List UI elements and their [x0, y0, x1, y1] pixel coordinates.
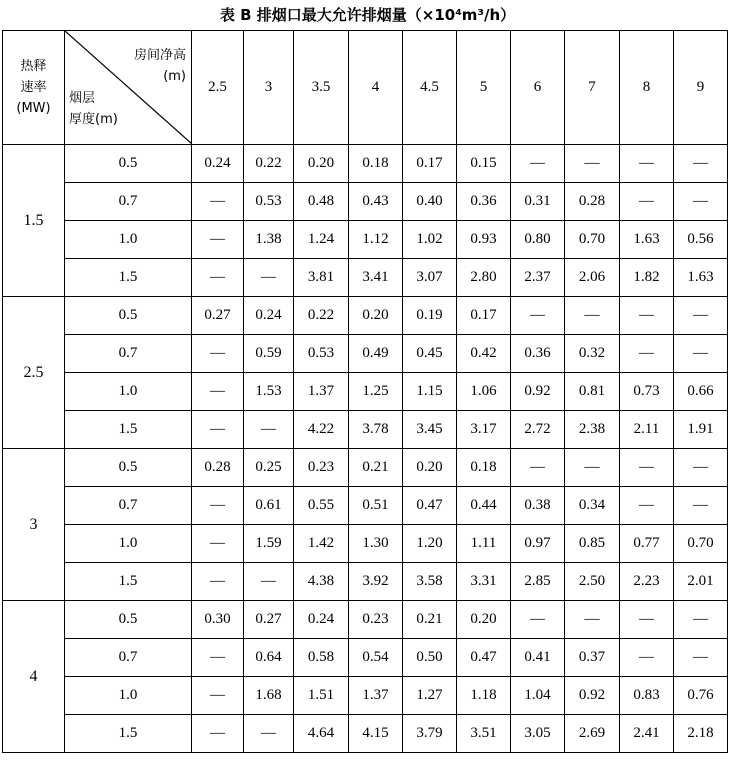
exhaust-value-cell: 0.32 — [565, 335, 620, 373]
exhaust-value-cell: — — [511, 297, 565, 335]
exhaust-value-cell: 1.68 — [244, 677, 294, 715]
exhaust-value-cell: — — [192, 487, 244, 525]
table-row — [3, 563, 728, 601]
exhaust-value-cell: 1.27 — [403, 677, 457, 715]
exhaust-value-cell: 0.22 — [244, 145, 294, 183]
exhaust-value-cell: — — [620, 145, 674, 183]
heat-release-rate-cell: 1.5 — [3, 145, 65, 297]
exhaust-value-cell: 0.38 — [511, 487, 565, 525]
exhaust-value-cell: — — [244, 563, 294, 601]
exhaust-value-cell: — — [620, 487, 674, 525]
exhaust-value-cell: — — [192, 373, 244, 411]
diagonal-header-cell — [65, 31, 192, 145]
smoke-layer-line: 烟层 — [69, 91, 96, 106]
exhaust-value-cell: 0.59 — [244, 335, 294, 373]
room-height-line: 房间净高 — [133, 48, 186, 63]
exhaust-value-cell: 0.66 — [674, 373, 728, 411]
table-row — [3, 487, 728, 525]
exhaust-value-cell: 0.19 — [403, 297, 457, 335]
exhaust-value-cell: 2.38 — [565, 411, 620, 449]
exhaust-value-cell: 1.82 — [620, 259, 674, 297]
height-header-cell: 7 — [565, 31, 620, 145]
exhaust-value-cell: 0.64 — [244, 639, 294, 677]
exhaust-value-cell: 0.85 — [565, 525, 620, 563]
exhaust-value-cell: 0.83 — [620, 677, 674, 715]
exhaust-value-cell: 0.92 — [511, 373, 565, 411]
table-row — [3, 715, 728, 753]
table-row — [3, 259, 728, 297]
exhaust-value-cell: 0.31 — [511, 183, 565, 221]
exhaust-value-cell: 1.63 — [674, 259, 728, 297]
exhaust-value-cell: 0.61 — [244, 487, 294, 525]
smoke-layer-thickness-cell: 1.5 — [65, 259, 192, 297]
height-header-cell: 4.5 — [403, 31, 457, 145]
exhaust-value-cell: 0.24 — [192, 145, 244, 183]
exhaust-value-cell: 0.76 — [674, 677, 728, 715]
exhaust-value-cell: 0.43 — [349, 183, 403, 221]
smoke-layer-thickness-cell: 0.7 — [65, 487, 192, 525]
smoke-layer-thickness-cell: 0.5 — [65, 449, 192, 487]
exhaust-value-cell: 1.42 — [294, 525, 349, 563]
exhaust-value-cell: — — [674, 335, 728, 373]
exhaust-value-cell: — — [192, 525, 244, 563]
smoke-layer-thickness-cell: 1.0 — [65, 221, 192, 259]
exhaust-value-cell: 1.24 — [294, 221, 349, 259]
exhaust-value-cell: 0.58 — [294, 639, 349, 677]
exhaust-value-cell: 0.80 — [511, 221, 565, 259]
exhaust-value-cell: 0.77 — [620, 525, 674, 563]
smoke-layer-thickness-cell: 0.5 — [65, 297, 192, 335]
exhaust-value-cell: — — [620, 183, 674, 221]
exhaust-value-cell: — — [192, 677, 244, 715]
exhaust-value-cell: 4.22 — [294, 411, 349, 449]
exhaust-value-cell: 0.18 — [349, 145, 403, 183]
smoke-layer-thickness-cell: 0.7 — [65, 335, 192, 373]
exhaust-value-cell: 1.51 — [294, 677, 349, 715]
exhaust-value-cell: 0.28 — [192, 449, 244, 487]
exhaust-value-cell: 0.97 — [511, 525, 565, 563]
smoke-layer-label — [69, 88, 118, 130]
smoke-layer-thickness-cell: 0.5 — [65, 601, 192, 639]
smoke-layer-thickness-cell: 1.0 — [65, 677, 192, 715]
heat-release-rate-cell: 2.5 — [3, 297, 65, 449]
table-row — [3, 183, 728, 221]
exhaust-value-cell: 2.06 — [565, 259, 620, 297]
exhaust-value-cell: 0.44 — [457, 487, 511, 525]
smoke-exhaust-table — [2, 30, 728, 753]
height-header-cell: 6 — [511, 31, 565, 145]
exhaust-value-cell: 3.92 — [349, 563, 403, 601]
smoke-layer-thickness-cell: 1.0 — [65, 525, 192, 563]
exhaust-value-cell: — — [674, 601, 728, 639]
exhaust-value-cell: 2.69 — [565, 715, 620, 753]
exhaust-value-cell: 2.23 — [620, 563, 674, 601]
exhaust-value-cell: 0.53 — [294, 335, 349, 373]
exhaust-value-cell: 3.78 — [349, 411, 403, 449]
height-header-cell: 8 — [620, 31, 674, 145]
exhaust-value-cell: — — [674, 449, 728, 487]
exhaust-value-cell: 0.18 — [457, 449, 511, 487]
exhaust-value-cell: 0.15 — [457, 145, 511, 183]
exhaust-value-cell: — — [192, 221, 244, 259]
exhaust-value-cell: 0.17 — [403, 145, 457, 183]
exhaust-value-cell: — — [620, 601, 674, 639]
hrr-label-line: 热释 — [20, 59, 47, 74]
exhaust-value-cell: — — [565, 297, 620, 335]
exhaust-value-cell: 0.24 — [244, 297, 294, 335]
height-header-cell: 9 — [674, 31, 728, 145]
exhaust-value-cell: 2.85 — [511, 563, 565, 601]
exhaust-value-cell: 1.30 — [349, 525, 403, 563]
exhaust-value-cell: 0.28 — [565, 183, 620, 221]
exhaust-value-cell: 0.54 — [349, 639, 403, 677]
exhaust-value-cell: 0.20 — [349, 297, 403, 335]
exhaust-value-cell: 0.24 — [294, 601, 349, 639]
exhaust-value-cell: 0.20 — [403, 449, 457, 487]
exhaust-value-cell: — — [620, 639, 674, 677]
exhaust-value-cell: 0.49 — [349, 335, 403, 373]
exhaust-value-cell: — — [674, 183, 728, 221]
exhaust-value-cell: 0.70 — [565, 221, 620, 259]
exhaust-value-cell: 1.53 — [244, 373, 294, 411]
table-row — [3, 221, 728, 259]
exhaust-value-cell: 3.45 — [403, 411, 457, 449]
smoke-layer-thickness-cell: 1.0 — [65, 373, 192, 411]
exhaust-value-cell: 3.79 — [403, 715, 457, 753]
height-header-cell: 2.5 — [192, 31, 244, 145]
exhaust-value-cell: 0.70 — [674, 525, 728, 563]
exhaust-value-cell: 0.25 — [244, 449, 294, 487]
table-row — [3, 449, 728, 487]
smoke-layer-line: 厚度(m) — [69, 112, 118, 127]
exhaust-value-cell: — — [674, 639, 728, 677]
hrr-label-line: (MW) — [16, 101, 51, 116]
exhaust-value-cell: 0.36 — [511, 335, 565, 373]
exhaust-value-cell: 0.36 — [457, 183, 511, 221]
exhaust-value-cell: 0.22 — [294, 297, 349, 335]
exhaust-value-cell: 0.47 — [457, 639, 511, 677]
exhaust-value-cell: 0.50 — [403, 639, 457, 677]
exhaust-value-cell: 0.41 — [511, 639, 565, 677]
exhaust-value-cell: 4.64 — [294, 715, 349, 753]
exhaust-value-cell: 0.93 — [457, 221, 511, 259]
exhaust-value-cell: — — [674, 487, 728, 525]
exhaust-value-cell: — — [674, 145, 728, 183]
exhaust-value-cell: — — [244, 411, 294, 449]
exhaust-value-cell: 2.37 — [511, 259, 565, 297]
exhaust-value-cell: 3.17 — [457, 411, 511, 449]
smoke-layer-thickness-cell: 0.5 — [65, 145, 192, 183]
smoke-layer-thickness-cell: 0.7 — [65, 183, 192, 221]
exhaust-value-cell: — — [192, 259, 244, 297]
height-header-cell: 3.5 — [294, 31, 349, 145]
hrr-label-line: 速率 — [20, 80, 47, 95]
table-row — [3, 297, 728, 335]
exhaust-value-cell: 3.81 — [294, 259, 349, 297]
exhaust-value-cell: 2.41 — [620, 715, 674, 753]
smoke-layer-thickness-cell: 1.5 — [65, 563, 192, 601]
exhaust-value-cell: 1.59 — [244, 525, 294, 563]
exhaust-value-cell: — — [192, 563, 244, 601]
exhaust-value-cell: 2.72 — [511, 411, 565, 449]
table-row — [3, 639, 728, 677]
table-row — [3, 373, 728, 411]
exhaust-value-cell: 2.50 — [565, 563, 620, 601]
height-header-cell: 4 — [349, 31, 403, 145]
heat-release-rate-header — [3, 31, 65, 145]
exhaust-value-cell: 0.55 — [294, 487, 349, 525]
exhaust-value-cell: — — [192, 183, 244, 221]
exhaust-value-cell: — — [620, 297, 674, 335]
exhaust-value-cell: — — [565, 449, 620, 487]
table-row — [3, 335, 728, 373]
exhaust-value-cell: — — [511, 145, 565, 183]
exhaust-value-cell: 1.11 — [457, 525, 511, 563]
exhaust-value-cell: 0.81 — [565, 373, 620, 411]
exhaust-value-cell: 0.30 — [192, 601, 244, 639]
smoke-layer-thickness-cell: 1.5 — [65, 715, 192, 753]
exhaust-value-cell: 4.38 — [294, 563, 349, 601]
exhaust-value-cell: — — [674, 297, 728, 335]
exhaust-value-cell: 0.48 — [294, 183, 349, 221]
exhaust-value-cell: — — [511, 601, 565, 639]
exhaust-value-cell: 3.41 — [349, 259, 403, 297]
exhaust-value-cell: 1.15 — [403, 373, 457, 411]
exhaust-value-cell: 0.23 — [349, 601, 403, 639]
smoke-layer-thickness-cell: 1.5 — [65, 411, 192, 449]
exhaust-value-cell: 3.51 — [457, 715, 511, 753]
exhaust-value-cell: 3.05 — [511, 715, 565, 753]
exhaust-value-cell: 0.37 — [565, 639, 620, 677]
exhaust-value-cell: 4.15 — [349, 715, 403, 753]
exhaust-value-cell: 1.37 — [349, 677, 403, 715]
exhaust-value-cell: 0.21 — [403, 601, 457, 639]
smoke-layer-thickness-cell: 0.7 — [65, 639, 192, 677]
exhaust-value-cell: 2.01 — [674, 563, 728, 601]
table-title: 表 B 排烟口最大允许排烟量（×10⁴m³/h） — [219, 6, 516, 24]
exhaust-value-cell: — — [620, 335, 674, 373]
exhaust-value-cell: 1.25 — [349, 373, 403, 411]
exhaust-value-cell: — — [511, 449, 565, 487]
exhaust-value-cell: 1.38 — [244, 221, 294, 259]
exhaust-value-cell: — — [565, 145, 620, 183]
exhaust-value-cell: 1.63 — [620, 221, 674, 259]
exhaust-value-cell: 0.21 — [349, 449, 403, 487]
exhaust-value-cell: 1.91 — [674, 411, 728, 449]
table-row — [3, 525, 728, 563]
exhaust-value-cell: 1.18 — [457, 677, 511, 715]
exhaust-value-cell: 1.20 — [403, 525, 457, 563]
exhaust-value-cell: 0.47 — [403, 487, 457, 525]
exhaust-value-cell: 0.34 — [565, 487, 620, 525]
exhaust-value-cell: 1.06 — [457, 373, 511, 411]
exhaust-value-cell: 0.20 — [294, 145, 349, 183]
exhaust-value-cell: — — [192, 639, 244, 677]
exhaust-value-cell: — — [565, 601, 620, 639]
exhaust-value-cell: — — [192, 715, 244, 753]
exhaust-value-cell: 2.11 — [620, 411, 674, 449]
exhaust-value-cell: — — [192, 335, 244, 373]
exhaust-value-cell: 0.73 — [620, 373, 674, 411]
exhaust-value-cell: 0.23 — [294, 449, 349, 487]
exhaust-value-cell: 0.42 — [457, 335, 511, 373]
height-header-cell: 5 — [457, 31, 511, 145]
exhaust-value-cell: 1.37 — [294, 373, 349, 411]
exhaust-value-cell: 0.20 — [457, 601, 511, 639]
height-header-cell: 3 — [244, 31, 294, 145]
exhaust-value-cell: 2.80 — [457, 259, 511, 297]
exhaust-value-cell: 0.27 — [244, 601, 294, 639]
exhaust-value-cell: 1.02 — [403, 221, 457, 259]
exhaust-value-cell: 0.92 — [565, 677, 620, 715]
exhaust-value-cell: 3.58 — [403, 563, 457, 601]
exhaust-value-cell: 3.07 — [403, 259, 457, 297]
exhaust-value-cell: 0.45 — [403, 335, 457, 373]
exhaust-value-cell: 1.12 — [349, 221, 403, 259]
exhaust-value-cell: — — [192, 411, 244, 449]
exhaust-value-cell: 1.04 — [511, 677, 565, 715]
table-row — [3, 411, 728, 449]
heat-release-rate-cell: 3 — [3, 449, 65, 601]
room-height-line: (m) — [163, 69, 186, 84]
table-row — [3, 677, 728, 715]
table-row — [3, 601, 728, 639]
table-row — [3, 145, 728, 183]
exhaust-value-cell: — — [244, 259, 294, 297]
heat-release-rate-cell: 4 — [3, 601, 65, 753]
exhaust-value-cell: 0.27 — [192, 297, 244, 335]
room-height-label — [134, 45, 186, 87]
exhaust-value-cell: 0.40 — [403, 183, 457, 221]
exhaust-value-cell: — — [620, 449, 674, 487]
exhaust-value-cell: 0.17 — [457, 297, 511, 335]
exhaust-value-cell: 0.56 — [674, 221, 728, 259]
exhaust-value-cell: 0.53 — [244, 183, 294, 221]
exhaust-value-cell: 3.31 — [457, 563, 511, 601]
header-row — [3, 31, 728, 145]
exhaust-value-cell: — — [244, 715, 294, 753]
exhaust-value-cell: 2.18 — [674, 715, 728, 753]
exhaust-value-cell: 0.51 — [349, 487, 403, 525]
